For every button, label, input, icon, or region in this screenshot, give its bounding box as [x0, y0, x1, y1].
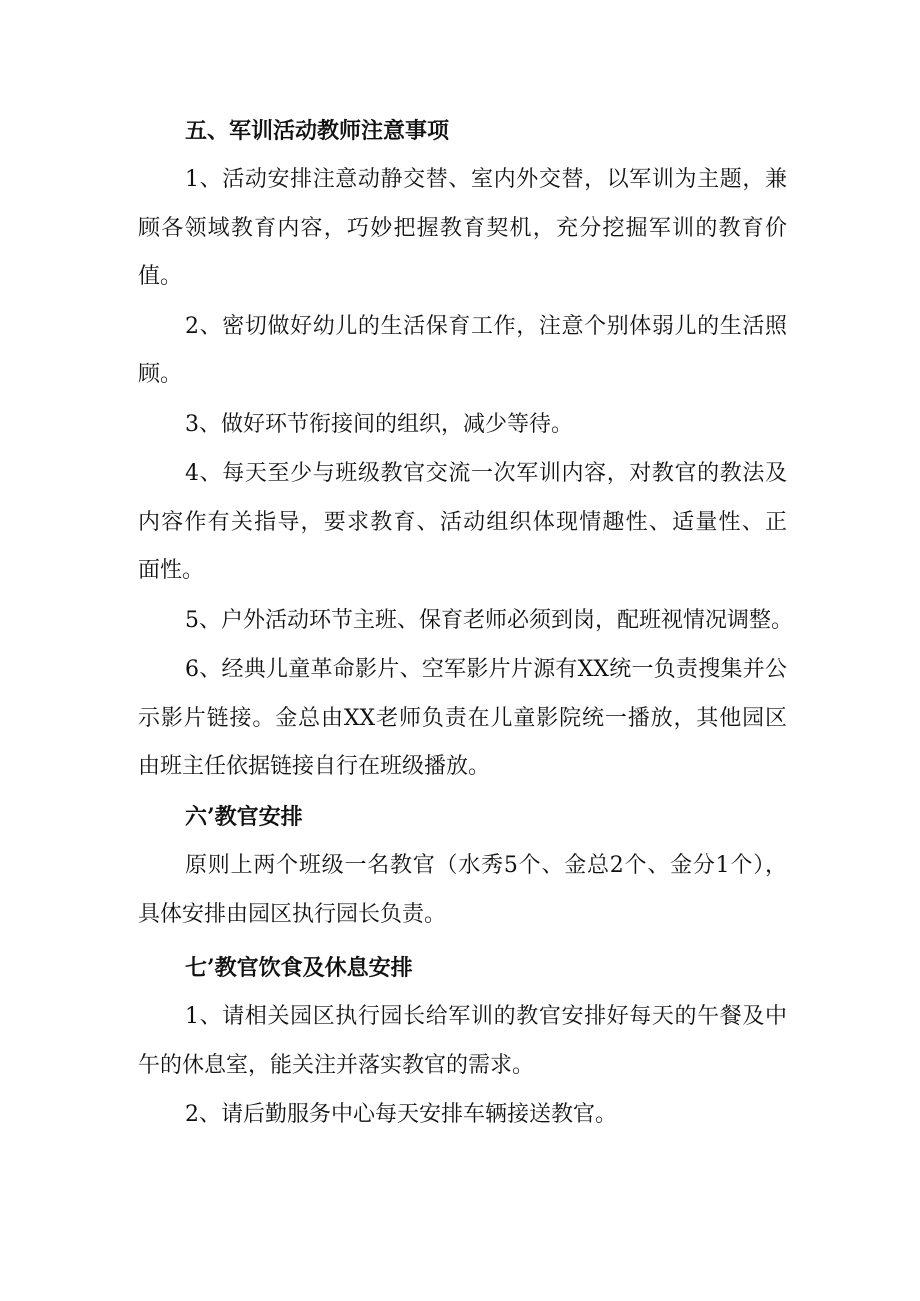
paragraph-line: 3、做好环节衔接间的组织，减少等待。: [185, 411, 573, 437]
paragraph-5-1: [138, 156, 787, 302]
paragraph-line: 顾各领域教育内容，巧妙把握教育契机，充分挖掘军训的教育价: [138, 215, 787, 241]
paragraph-line: 1、活动安排注意动静交替、室内外交替，以军训为主题，兼: [185, 167, 787, 193]
paragraph-line: 示影片链接。金总由XX老师负责在儿童影院统一播放，其他园区: [138, 705, 787, 731]
paragraph-line: 2、请后勤服务中心每天安排车辆接送教官。: [185, 1102, 617, 1128]
paragraph-line: 面性。: [138, 558, 205, 584]
paragraph-5-4: [138, 450, 787, 596]
section-heading-6: 六’教官安排: [185, 803, 303, 830]
paragraph-line: 6、经典儿童革命影片、空军影片片源有XX统一负责搜集并公: [185, 657, 787, 683]
paragraph-7-1: [138, 993, 787, 1090]
paragraph-line: 具体安排由园区执行园长负责。: [138, 901, 447, 927]
paragraph-7-2: [138, 1091, 787, 1140]
paragraph-line: 内容作有关指导，要求教育、活动组织体现情趣性、适量性、正: [138, 509, 787, 535]
paragraph-6-1: [138, 842, 787, 939]
section-heading-7: 七’教官饮食及休息安排: [185, 954, 413, 981]
paragraph-line: 顾。: [138, 362, 183, 388]
document-page: [138, 107, 793, 1140]
paragraph-line: 值。: [138, 264, 183, 290]
paragraph-line: 2、密切做好幼儿的生活保育工作，注意个别体弱儿的生活照: [185, 313, 787, 339]
paragraph-5-2: [138, 303, 787, 400]
paragraph-line: 原则上两个班级一名教官（水秀5个、金总2个、金分1个），: [185, 853, 787, 879]
paragraph-line: 1、请相关园区执行园长给军训的教官安排好每天的午餐及中: [185, 1004, 787, 1030]
paragraph-line: 由班主任依据链接自行在班级播放。: [138, 754, 491, 780]
paragraph-5-3: [138, 401, 787, 450]
paragraph-line: 午的休息室，能关注并落实教官的需求。: [138, 1052, 535, 1078]
paragraph-5-5: [138, 597, 793, 646]
paragraph-line: 5、户外活动环节主班、保育老师必须到岗，配班视情况调整。: [185, 607, 793, 633]
paragraph-5-6: [138, 646, 787, 792]
paragraph-line: 4、每天至少与班级教官交流一次军训内容，对教官的教法及: [185, 461, 787, 487]
section-heading-5: 五、军训活动教师注意事项: [185, 117, 450, 144]
